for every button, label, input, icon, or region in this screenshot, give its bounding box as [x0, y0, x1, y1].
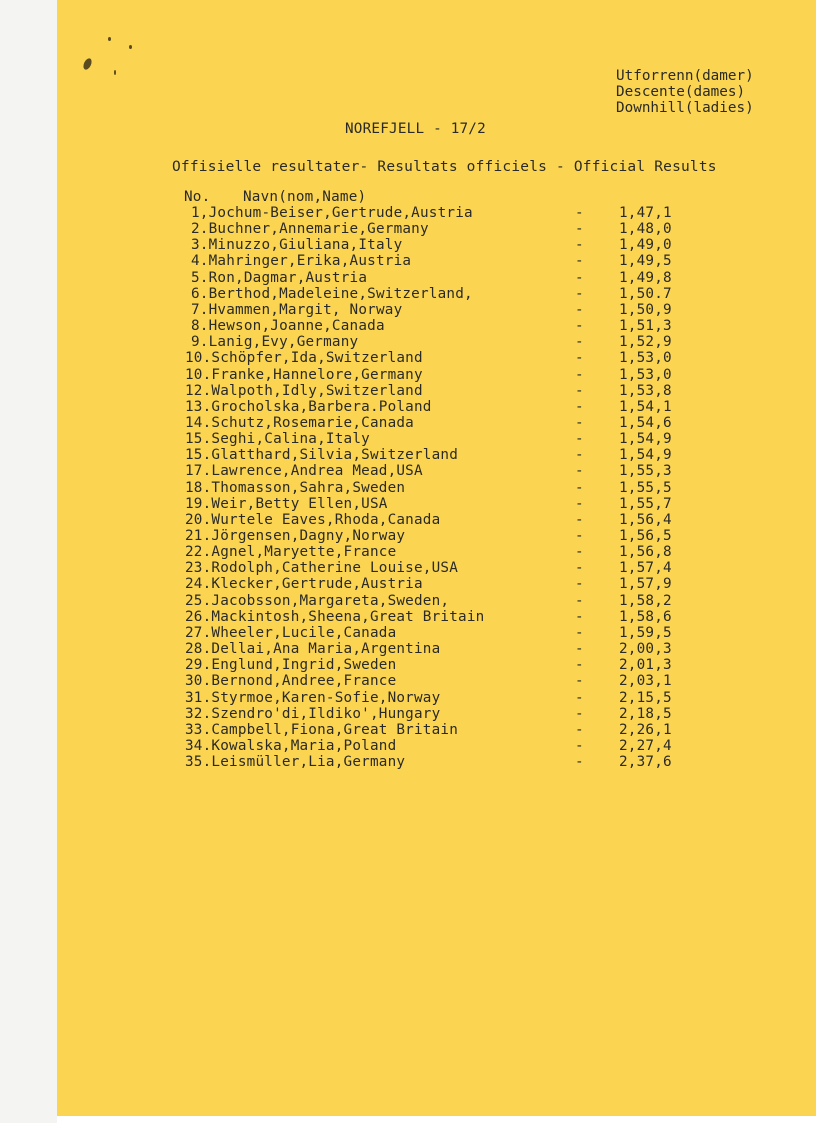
result-dash: -	[575, 592, 584, 609]
result-time: 1,51,3	[619, 318, 672, 335]
result-row	[57, 560, 816, 576]
result-entry: 34.Kowalska,Maria,Poland	[185, 737, 397, 754]
result-time: 1,50,9	[619, 301, 672, 318]
result-dash: -	[575, 447, 584, 464]
result-row	[57, 641, 816, 657]
result-time: 1,55,5	[619, 479, 672, 496]
result-row	[57, 334, 816, 350]
result-entry: 5.Ron,Dagmar,Austria	[191, 269, 368, 286]
result-dash: -	[575, 737, 584, 754]
result-entry: 10.Schöpfer,Ida,Switzerland	[185, 350, 423, 367]
result-row	[57, 625, 816, 641]
result-dash: -	[575, 624, 584, 641]
result-row	[57, 576, 816, 592]
result-dash: -	[575, 511, 584, 528]
result-dash: -	[575, 205, 584, 221]
ink-spot	[129, 45, 132, 49]
result-dash: -	[575, 705, 584, 722]
result-entry: 18.Thomasson,Sahra,Sweden	[185, 479, 406, 496]
result-entry: 2.Buchner,Annemarie,Germany	[191, 221, 429, 238]
result-time: 1,54,9	[619, 431, 672, 448]
result-row	[57, 221, 816, 237]
result-row	[57, 383, 816, 399]
event-title-block	[616, 68, 754, 116]
event-line-norwegian: Utforrenn(damer)	[616, 68, 754, 84]
location-date: NOREFJELL - 17/2	[345, 121, 486, 137]
result-row	[57, 318, 816, 334]
result-dash: -	[575, 689, 584, 706]
result-dash: -	[575, 350, 584, 367]
page-bottom-edge	[57, 1116, 816, 1123]
result-dash: -	[575, 301, 584, 318]
result-row	[57, 205, 816, 221]
result-time: 2,26,1	[619, 721, 672, 738]
result-time: 1,54,1	[619, 398, 672, 415]
result-dash: -	[575, 479, 584, 496]
result-time: 1,53,0	[619, 350, 672, 367]
result-time: 2,01,3	[619, 657, 672, 674]
result-time: 1,55,3	[619, 463, 672, 480]
result-time: 1,53,0	[619, 366, 672, 383]
result-entry: 6.Berthod,Madeleine,Switzerland,	[191, 285, 473, 302]
result-row	[57, 367, 816, 383]
result-dash: -	[575, 366, 584, 383]
result-row	[57, 286, 816, 302]
result-row	[57, 480, 816, 496]
result-time: 1,57,4	[619, 560, 672, 577]
result-row	[57, 544, 816, 560]
result-time: 2,18,5	[619, 705, 672, 722]
result-entry: 29.Englund,Ingrid,Sweden	[185, 657, 397, 674]
result-dash: -	[575, 528, 584, 544]
result-entry: 1,Jochum-Beiser,Gertrude,Austria	[191, 205, 473, 221]
result-row	[57, 657, 816, 673]
result-entry: 13.Grocholska,Barbera.Poland	[185, 398, 432, 415]
result-entry: 12.Walpoth,Idly,Switzerland	[185, 382, 423, 399]
result-time: 2,15,5	[619, 689, 672, 706]
result-row	[57, 754, 816, 770]
result-time: 2,37,6	[619, 754, 672, 771]
result-row	[57, 253, 816, 269]
result-time: 1,54,9	[619, 447, 672, 464]
result-row	[57, 399, 816, 415]
result-entry: 21.Jörgensen,Dagny,Norway	[185, 528, 406, 544]
result-entry: 3.Minuzzo,Giuliana,Italy	[191, 237, 403, 254]
result-entry: 24.Klecker,Gertrude,Austria	[185, 576, 423, 593]
result-dash: -	[575, 398, 584, 415]
result-row	[57, 350, 816, 366]
result-time: 2,27,4	[619, 737, 672, 754]
result-time: 1,49,8	[619, 269, 672, 286]
result-dash: -	[575, 463, 584, 480]
ink-spot	[108, 37, 111, 41]
results-sheet	[57, 0, 816, 1123]
result-dash: -	[575, 721, 584, 738]
result-row	[57, 415, 816, 431]
result-time: 1,59,5	[619, 624, 672, 641]
result-row	[57, 528, 816, 544]
result-time: 1,47,1	[619, 205, 672, 221]
result-entry: 23.Rodolph,Catherine Louise,USA	[185, 560, 459, 577]
result-entry: 35.Leismüller,Lia,Germany	[185, 754, 406, 771]
result-time: 1,53,8	[619, 382, 672, 399]
result-row	[57, 447, 816, 463]
result-entry: 15.Glatthard,Silvia,Switzerland	[185, 447, 459, 464]
result-entry: 15.Seghi,Calina,Italy	[185, 431, 370, 448]
result-dash: -	[575, 657, 584, 674]
result-row	[57, 302, 816, 318]
result-dash: -	[575, 608, 584, 625]
result-row	[57, 270, 816, 286]
result-dash: -	[575, 221, 584, 238]
result-time: 1,54,6	[619, 414, 672, 431]
result-entry: 17.Lawrence,Andrea Mead,USA	[185, 463, 423, 480]
result-time: 1,49,5	[619, 253, 672, 270]
result-entry: 20.Wurtele Eaves,Rhoda,Canada	[185, 511, 441, 528]
result-time: 1,49,0	[619, 237, 672, 254]
result-time: 1,58,2	[619, 592, 672, 609]
result-entry: 28.Dellai,Ana Maria,Argentina	[185, 641, 441, 658]
result-row	[57, 706, 816, 722]
column-header-no: No.	[184, 189, 211, 205]
result-entry: 7.Hvammen,Margit, Norway	[191, 301, 403, 318]
result-dash: -	[575, 253, 584, 270]
result-time: 1,52,9	[619, 334, 672, 351]
result-entry: 25.Jacobsson,Margareta,Sweden,	[185, 592, 450, 609]
result-row	[57, 738, 816, 754]
result-row	[57, 690, 816, 706]
result-time: 1,57,9	[619, 576, 672, 593]
result-entry: 19.Weir,Betty Ellen,USA	[185, 495, 388, 512]
result-row	[57, 431, 816, 447]
result-dash: -	[575, 382, 584, 399]
result-dash: -	[575, 237, 584, 254]
result-time: 2,03,1	[619, 673, 672, 690]
result-time: 1,48,0	[619, 221, 672, 238]
result-dash: -	[575, 560, 584, 577]
result-entry: 9.Lanig,Evy,Germany	[191, 334, 359, 351]
result-entry: 32.Szendro'di,Ildiko',Hungary	[185, 705, 441, 722]
result-entry: 27.Wheeler,Lucile,Canada	[185, 624, 397, 641]
column-header-name: Navn(nom,Name)	[243, 189, 367, 205]
result-entry: 33.Campbell,Fiona,Great Britain	[185, 721, 459, 738]
result-row	[57, 512, 816, 528]
result-entry: 31.Styrmoe,Karen-Sofie,Norway	[185, 689, 441, 706]
ink-spot	[82, 57, 93, 71]
result-entry: 22.Agnel,Maryette,France	[185, 544, 397, 561]
result-time: 1,58,6	[619, 608, 672, 625]
result-entry: 10.Franke,Hannelore,Germany	[185, 366, 423, 383]
result-time: 1,50.7	[619, 285, 672, 302]
event-line-english: Downhill(ladies)	[616, 100, 754, 116]
results-title: Offisielle resultater- Resultats officiels - Official Results	[172, 159, 717, 175]
result-row	[57, 593, 816, 609]
ink-spot	[114, 70, 116, 75]
result-entry: 14.Schutz,Rosemarie,Canada	[185, 414, 414, 431]
result-dash: -	[575, 318, 584, 335]
result-dash: -	[575, 495, 584, 512]
result-time: 1,55,7	[619, 495, 672, 512]
result-row	[57, 237, 816, 253]
result-row	[57, 722, 816, 738]
result-row	[57, 609, 816, 625]
result-time: 1,56,5	[619, 528, 672, 544]
result-entry: 30.Bernond,Andree,France	[185, 673, 397, 690]
result-time: 2,00,3	[619, 641, 672, 658]
result-row	[57, 463, 816, 479]
result-dash: -	[575, 269, 584, 286]
result-entry: 26.Mackintosh,Sheena,Great Britain	[185, 608, 485, 625]
result-dash: -	[575, 431, 584, 448]
result-entry: 4.Mahringer,Erika,Austria	[191, 253, 412, 270]
result-time: 1,56,8	[619, 544, 672, 561]
event-line-french: Descente(dames)	[616, 84, 746, 100]
result-time: 1,56,4	[619, 511, 672, 528]
result-dash: -	[575, 285, 584, 302]
result-row	[57, 673, 816, 689]
result-dash: -	[575, 576, 584, 593]
result-dash: -	[575, 754, 584, 771]
result-entry: 8.Hewson,Joanne,Canada	[191, 318, 385, 335]
result-row	[57, 496, 816, 512]
result-dash: -	[575, 334, 584, 351]
result-dash: -	[575, 414, 584, 431]
result-dash: -	[575, 544, 584, 561]
result-dash: -	[575, 641, 584, 658]
result-dash: -	[575, 673, 584, 690]
